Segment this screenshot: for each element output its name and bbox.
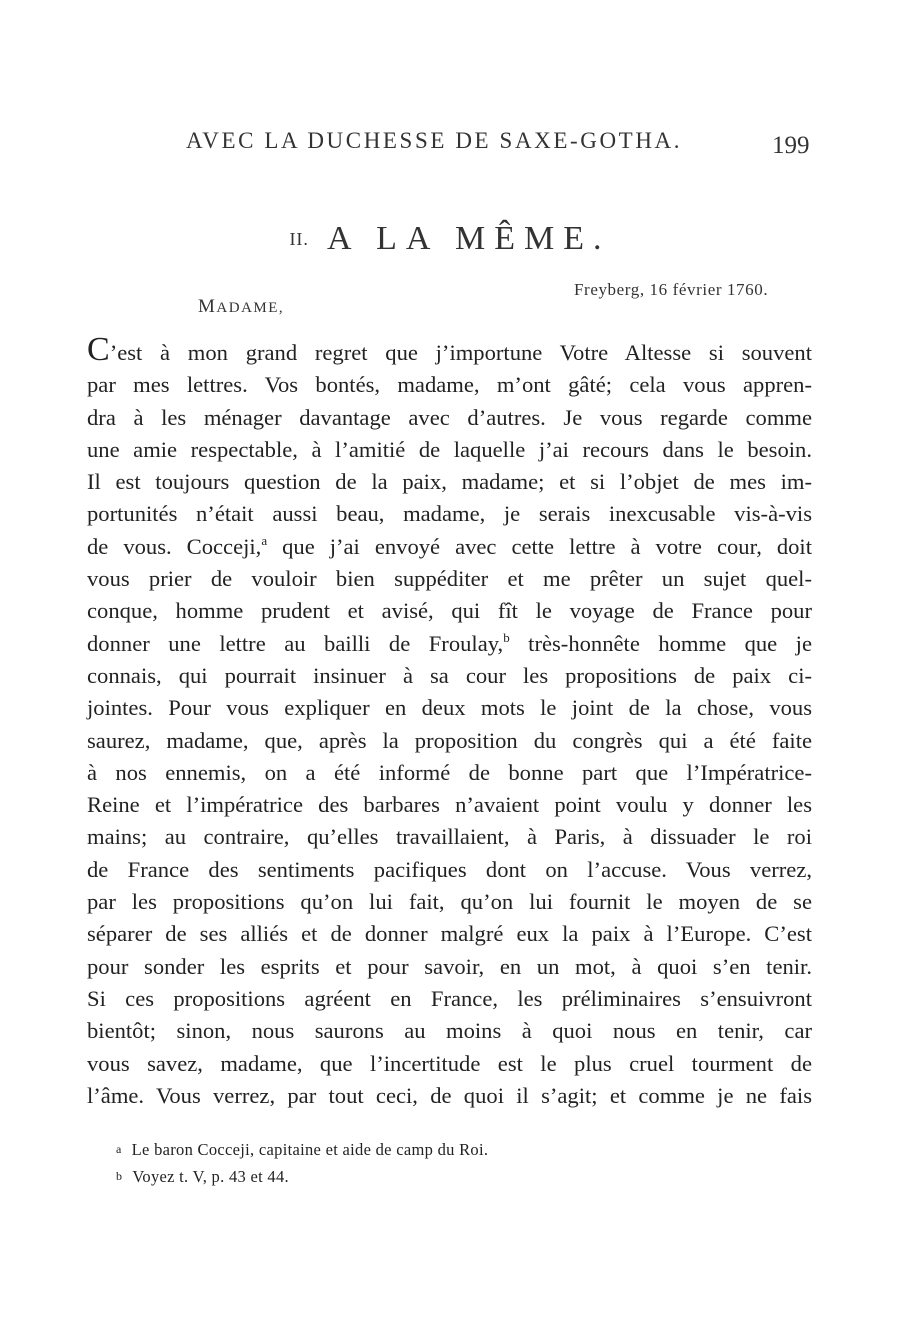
body-line: une amie respectable, à l’amitié de laquelle j’ai recours dans le besoin. bbox=[87, 436, 812, 462]
footnote-text: Voyez t. V, p. 43 et 44. bbox=[132, 1167, 289, 1186]
footnote-a bbox=[116, 1136, 488, 1163]
body-line: conque, homme prudent et avisé, qui fît le voyage de France pour bbox=[87, 598, 812, 624]
drop-cap: C bbox=[87, 331, 110, 368]
body-line: pour sonder les esprits et pour savoir, en un mot, à quoi s’en tenir. bbox=[87, 953, 812, 979]
body-line: l’âme. Vous verrez, par tout ceci, de quoi il s’agit; et comme je ne fais bbox=[87, 1082, 812, 1108]
body-line: de France des sentiments pacifiques dont on l’accuse. Vous verrez, bbox=[87, 856, 812, 882]
letter-body bbox=[87, 331, 812, 1112]
body-line: à nos ennemis, on a été informé de bonne part que l’Impératrice- bbox=[87, 759, 812, 785]
body-line: portunités n’était aussi beau, madame, je serais inexcusable vis-à-vis bbox=[87, 501, 812, 527]
dateline: Freyberg, 16 février 1760. bbox=[574, 280, 769, 299]
footnote-ref-b[interactable]: b bbox=[503, 629, 510, 645]
footnote-mark: b bbox=[116, 1169, 123, 1183]
letter-name: A LA MÊME. bbox=[326, 220, 611, 257]
body-line: par mes lettres. Vos bontés, madame, m’ont gâté; cela vous appren- bbox=[87, 372, 812, 398]
body-line: saurez, madame, que, après la proposition du congrès qui a été faite bbox=[87, 727, 812, 753]
salutation-rest: ADAME, bbox=[216, 300, 285, 316]
footnote-text: Le baron Cocceji, capitaine et aide de camp du Roi. bbox=[131, 1140, 489, 1159]
salutation bbox=[198, 296, 284, 318]
body-line: mains; au contraire, qu’elles travaillaient, à Paris, à dissuader le roi bbox=[87, 824, 812, 850]
body-line: Si ces propositions agréent en France, les préliminaires s’ensuivront bbox=[87, 985, 812, 1011]
body-line: vous prier de vouloir bien suppéditer et me prêter un sujet quel- bbox=[87, 566, 812, 592]
footnote-mark: a bbox=[116, 1142, 122, 1156]
body-line: Reine et l’impératrice des barbares n’avaient point voulu y donner les bbox=[87, 792, 812, 818]
letter-number: II. bbox=[289, 229, 309, 249]
footnote-b bbox=[116, 1163, 488, 1190]
body-line: séparer de ses alliés et de donner malgré eux la paix à l’Europe. C’est bbox=[87, 921, 812, 947]
body-line: C’est à mon grand regret que j’importune Votre Altesse si souvent bbox=[87, 331, 812, 368]
body-line: donner une lettre au bailli de Froulay,$^b$ très-honnête homme que je bbox=[87, 629, 812, 656]
body-line: connais, qui pourrait insinuer à sa cour les propositions de paix ci- bbox=[87, 662, 812, 688]
page-number: 199 bbox=[772, 132, 810, 159]
salutation-initial: M bbox=[198, 296, 217, 317]
body-line: bientôt; sinon, nous saurons au moins à quoi nous en tenir, car bbox=[87, 1018, 812, 1044]
footnote-ref-a[interactable]: a bbox=[261, 532, 268, 548]
body-line: Il est toujours question de la paix, madame; et si l’objet de mes im- bbox=[87, 469, 812, 495]
running-head: AVEC LA DUCHESSE DE SAXE-GOTHA. bbox=[186, 128, 683, 153]
body-line: dra à les ménager davantage avec d’autres. Je vous regarde comme bbox=[87, 404, 812, 430]
body-line: vous savez, madame, que l’incertitude est le plus cruel tourment de bbox=[87, 1050, 812, 1076]
body-line: jointes. Pour vous expliquer en deux mots le joint de la chose, vous bbox=[87, 695, 812, 721]
body-line: par les propositions qu’on lui fait, qu’on lui fournit le moyen de se bbox=[87, 889, 812, 915]
letter-title bbox=[0, 220, 900, 258]
body-line: de vous. Cocceji,$^a$ que j’ai envoyé avec cette lettre à votre cour, doit bbox=[87, 532, 812, 559]
footnotes bbox=[116, 1136, 488, 1190]
